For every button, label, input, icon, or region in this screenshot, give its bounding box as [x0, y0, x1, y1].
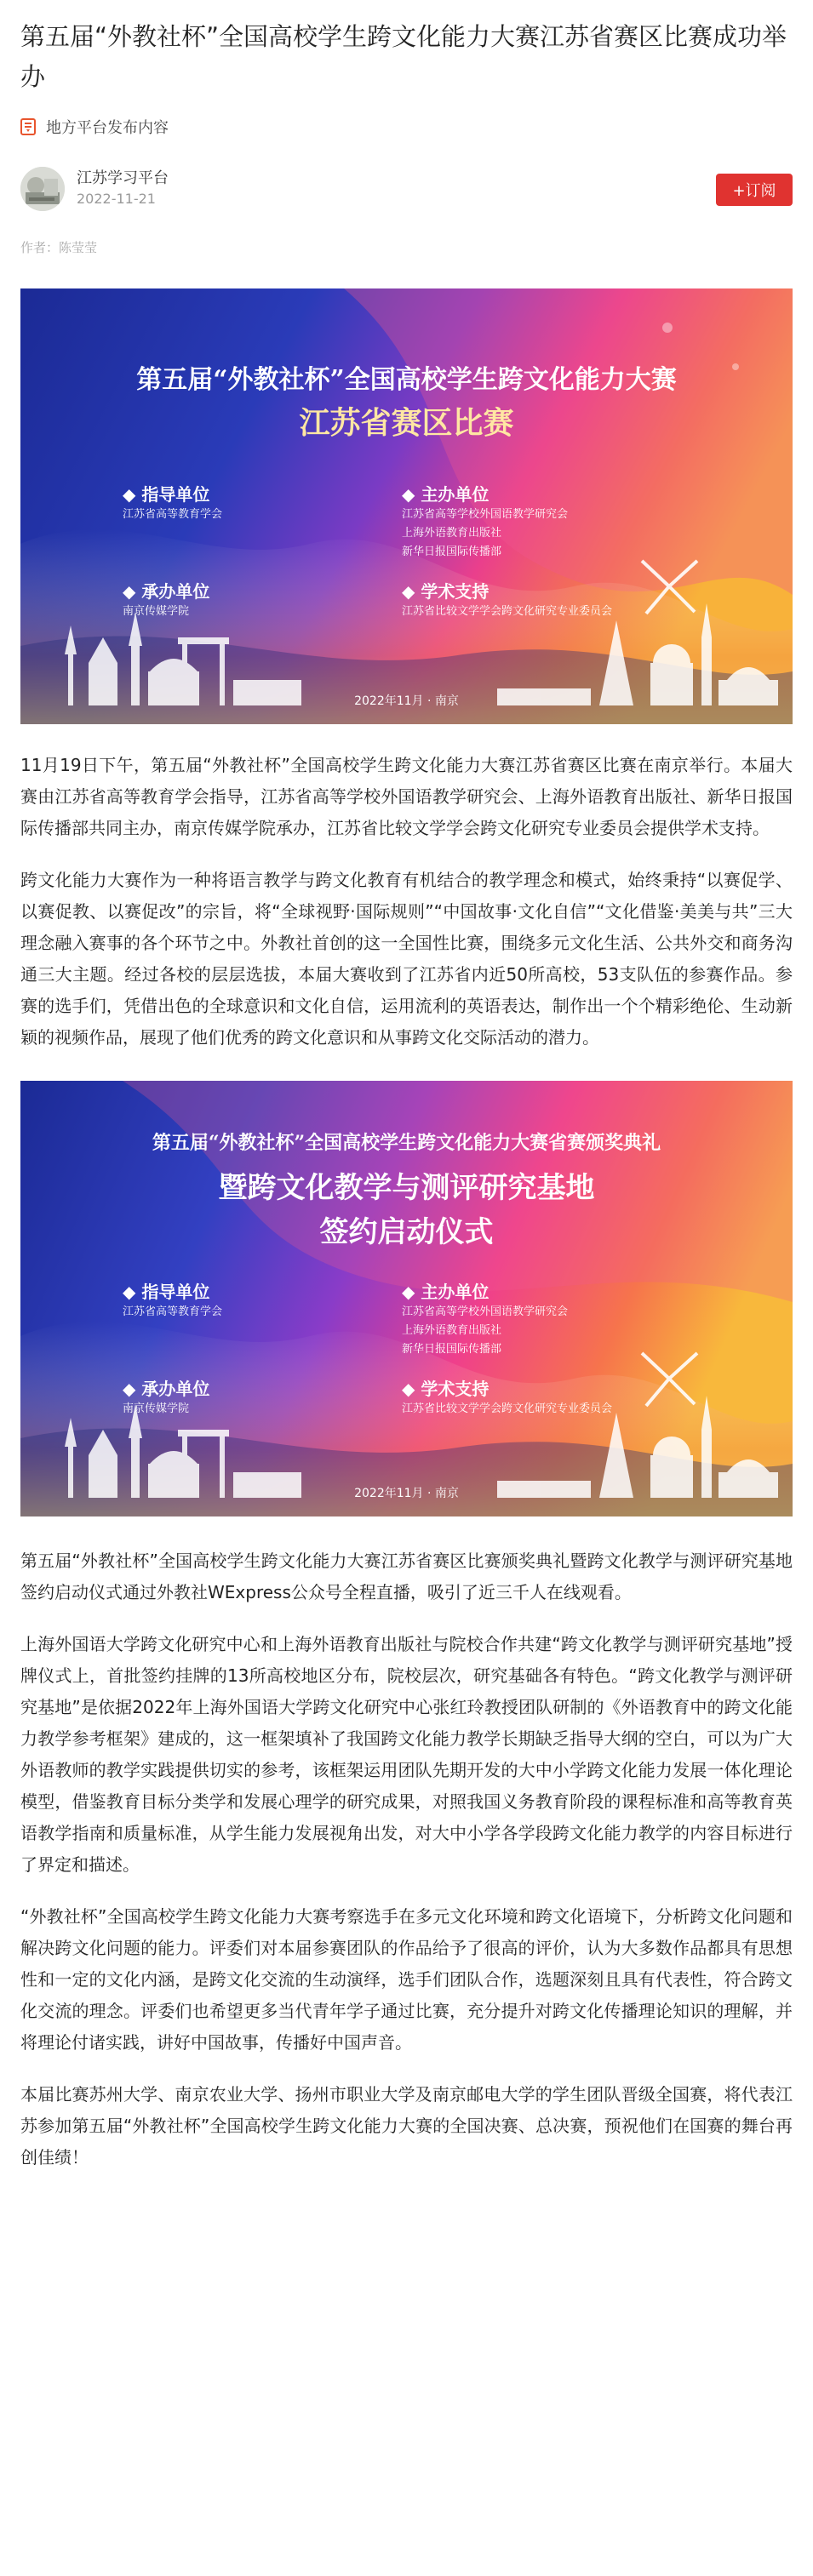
banner2-zhuban: [402, 1278, 568, 1359]
banner2-chengban: [123, 1375, 209, 1419]
paragraph: “外教社杯”全国高校学生跨文化能力大赛考察选手在多元文化环境和跨文化语境下，分析跨文化问题和解决跨文化问题的能力。评委们对本届参赛团队的作品给予了很高的评价，认为大多数作品都具有思想性和一定的文化内涵，是跨文化交流的生动演绎，选手们团队合作，选题深刻且具有代表性，符合跨文化交流的理念。评委们也希望更多当代青年学子通过比赛，充分提升对跨文化传播理论知识的理解，并将理论付诸实践，讲好中国故事，传播好中国声音。: [20, 1906, 793, 2053]
banner2-title: 第五届“外教社杯”全国高校学生跨文化能力大赛省赛颁奖典礼: [152, 1132, 661, 1154]
subscribe-button[interactable]: +订阅: [716, 174, 793, 206]
chengban-item: 南京传媒学院: [123, 605, 190, 618]
banner2-subtitle-2: 签约启动仪式: [319, 1215, 494, 1249]
xueshu-item: 江苏省比较文学学会跨文化研究专业委员会: [402, 605, 613, 618]
source-line: [20, 116, 793, 138]
zhuban-heading: ◆ 主办单位: [402, 484, 490, 505]
avatar[interactable]: [20, 167, 65, 211]
author-info: [77, 168, 169, 209]
paragraph: 第五届“外教社杯”全国高校学生跨文化能力大赛江苏省赛区比赛颁奖典礼暨跨文化教学与测评研究基地签约启动仪式通过外教社WExpress公众号全程直播，吸引了近三千人在线观看。: [20, 1551, 793, 1602]
banner-image-2: [20, 1081, 793, 1516]
author-bar: [20, 165, 793, 213]
article-title: 第五届“外教社杯”全国高校学生跨文化能力大赛江苏省赛区比赛成功举办: [20, 22, 787, 91]
banner1-xueshu: [402, 578, 612, 621]
zhuban-item: 江苏省高等学校外国语教学研究会: [402, 1305, 569, 1318]
banner1-title: 第五届“外教社杯”全国高校学生跨文化能力大赛: [136, 365, 677, 395]
paragraph: 上海外国语大学跨文化研究中心和上海外语教育出版社与院校合作共建“跨文化教学与测评研究基地”授牌仪式上，首批签约挂牌的13所高校地区分布，院校层次，研究基础各有特色。“跨文化教学与测评研究基地”是依据2022年上海外国语大学跨文化研究中心张红玲教授团队研制的《外语教育中的跨文化能力教学参考框架》建成的，这一框架填补了我国跨文化能力教学长期缺乏指导大纲的空白，可以为广大外语教师的教学实践提供切实的参考，该框架运用团队先期开发的大中小学跨文化能力发展一体化理论模型，借鉴教育目标分类学和发展心理学的研究成果，对照我国义务教育阶段的课程标准和高等教育英语教学指南和质量标准，从学生能力发展视角出发，对大中小学各学段跨文化能力教学的内容目标进行了界定和描述。: [20, 1634, 793, 1875]
zhuban-item: 上海外语教育出版社: [402, 527, 502, 540]
zhuban-heading: ◆ 主办单位: [402, 1282, 490, 1302]
banner2-xueshu: [402, 1375, 612, 1419]
banner2-zhidao: [123, 1278, 222, 1322]
chengban-heading: ◆ 承办单位: [123, 1379, 210, 1399]
author-name[interactable]: 江苏学习平台: [77, 169, 169, 187]
banner2-date: 2022年11月 · 南京: [354, 1487, 459, 1500]
banner2-subtitle-1: 暨跨文化教学与测评研究基地: [218, 1171, 595, 1205]
paragraph: 11月19日下午，第五届“外教社杯”全国高校学生跨文化能力大赛江苏省赛区比赛在南京举行。本届大赛由江苏省高等教育学会指导，江苏省高等学校外国语教学研究会、上海外语教育出版社、新华日报国际传播部共同主办，南京传媒学院承办，江苏省比较文学学会跨文化研究专业委员会提供学术支持。: [20, 755, 793, 838]
banner1-chengban: [123, 578, 209, 621]
zhuban-item: 新华日报国际传播部: [402, 545, 502, 558]
zhuban-item: 新华日报国际传播部: [402, 1343, 502, 1356]
banner-image-1: [20, 288, 793, 724]
zhidao-item: 江苏省高等教育学会: [123, 1305, 223, 1318]
xueshu-item: 江苏省比较文学学会跨文化研究专业委员会: [402, 1402, 613, 1415]
banner1-zhidao: [123, 481, 222, 524]
chengban-item: 南京传媒学院: [123, 1402, 190, 1415]
zhidao-item: 江苏省高等教育学会: [123, 508, 223, 521]
banner1-zhuban: [402, 481, 568, 562]
banner1-date: 2022年11月 · 南京: [354, 694, 459, 708]
paragraph: 本届比赛苏州大学、南京农业大学、扬州市职业大学及南京邮电大学的学生团队晋级全国赛，将代表江苏参加第五届“外教社杯”全国高校学生跨文化能力大赛的全国决赛、总决赛，预祝他们在国赛的舞台再创佳绩！: [20, 2084, 793, 2168]
chengban-heading: ◆ 承办单位: [123, 581, 210, 602]
xueshu-heading: ◆ 学术支持: [402, 1379, 490, 1399]
paragraph: 跨文化能力大赛作为一种将语言教学与跨文化教育有机结合的教学理念和模式，始终秉持“以赛促学、以赛促教、以赛促改”的宗旨，将“全球视野·国际规则”“中国故事·文化自信”“文化借鉴·美美与共”三大理念融入赛事的各个环节之中。外教社首创的这一全国性比赛，围绕多元文化生活、公共外交和商务沟通三大主题。经过各校的层层选拔，本届大赛收到了江苏省内近50所高校，53支队伍的参赛作品。参赛的选手们，凭借出色的全球意识和文化自信，运用流利的英语表达，制作出一个个精彩绝伦、生动新颖的视频作品，展现了他们优秀的跨文化意识和从事跨文化交际活动的潜力。: [20, 870, 793, 1048]
source-label: 地方平台发布内容: [46, 119, 169, 137]
zhuban-item: 江苏省高等学校外国语教学研究会: [402, 508, 569, 521]
zhidao-heading: ◆ 指导单位: [123, 1282, 210, 1302]
writer-line: 作者：陈莹莹: [20, 240, 98, 255]
platform-icon: [20, 118, 36, 135]
banner1-subtitle: 江苏省赛区比赛: [299, 405, 514, 441]
xueshu-heading: ◆ 学术支持: [402, 581, 490, 602]
zhidao-heading: ◆ 指导单位: [123, 484, 210, 505]
publish-date: 2022-11-21: [77, 191, 156, 207]
zhuban-item: 上海外语教育出版社: [402, 1324, 502, 1337]
